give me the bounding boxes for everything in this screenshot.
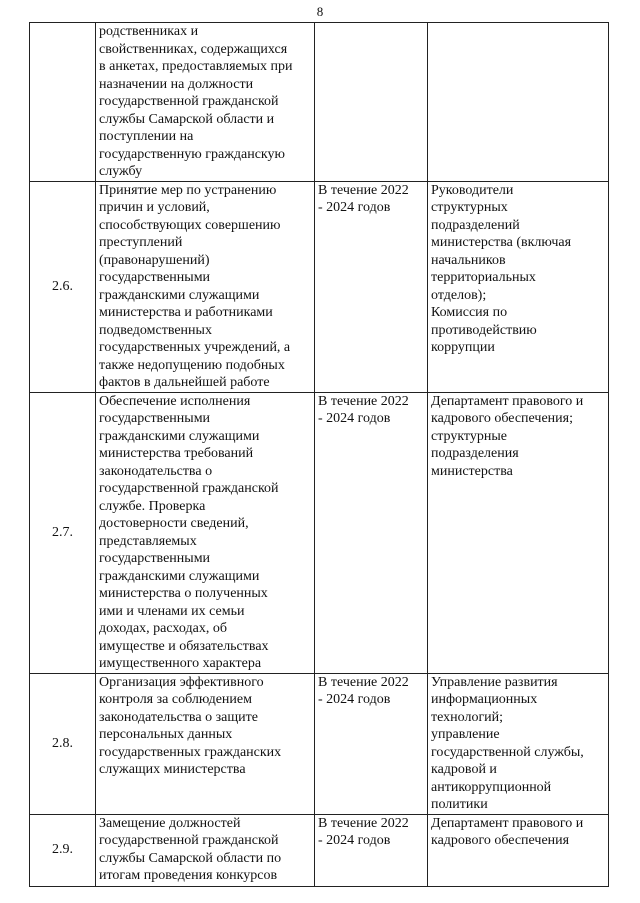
action-plan-table: [29, 22, 609, 887]
event-description: родственниках и свойственниках, содержащихся в анкетах, предоставляемых при назначении на должности государственной гражданской службы Самарской области и поступлении на государственную гражданскую службу: [96, 23, 315, 182]
event-description: Обеспечение исполнения государственными гражданскими служащими министерства требований законодательства о государственной гражданской службе. Проверка достоверности сведений, представляемых государственными гражданскими служащими министерства о полученных ими и членами их семьи доходах, расходах, об имуществе и обязательствах имущественного характера: [96, 392, 315, 673]
responsible-party: Управление развития информационных технологий; управление государственной службы, кадровой и антикоррупционной политики: [428, 673, 609, 814]
deadline: В течение 2022 - 2024 годов: [315, 673, 428, 814]
deadline: В течение 2022 - 2024 годов: [315, 181, 428, 392]
responsible-party: Департамент правового и кадрового обеспечения: [428, 814, 609, 886]
item-number: 2.7.: [30, 392, 96, 673]
event-description: Организация эффективного контроля за соблюдением законодательства о защите персональных данных государственных гражданских служащих министерства: [96, 673, 315, 814]
deadline: В течение 2022 - 2024 годов: [315, 814, 428, 886]
item-number: [30, 23, 96, 182]
table-row: [30, 181, 609, 392]
table-row: [30, 814, 609, 886]
item-number: 2.9.: [30, 814, 96, 886]
event-description: Принятие мер по устранению причин и условий, способствующих совершению преступлений (правонарушений) государственными гражданскими служащими министерства и работниками подведомственных государственных учреждений, а также недопущению подобных фактов в дальнейшей работе: [96, 181, 315, 392]
deadline: В течение 2022 - 2024 годов: [315, 392, 428, 673]
responsible-party: Департамент правового и кадрового обеспечения; структурные подразделения министерства: [428, 392, 609, 673]
item-number: 2.8.: [30, 673, 96, 814]
deadline: [315, 23, 428, 182]
page-number: 8: [316, 4, 324, 19]
item-number: 2.6.: [30, 181, 96, 392]
event-description: Замещение должностей государственной гражданской службы Самарской области по итогам проведения конкурсов: [96, 814, 315, 886]
table-row: [30, 23, 609, 182]
table-row: [30, 673, 609, 814]
responsible-party: [428, 23, 609, 182]
table-row: [30, 392, 609, 673]
responsible-party: Руководители структурных подразделений министерства (включая начальников территориальных отделов); Комиссия по противодействию коррупции: [428, 181, 609, 392]
